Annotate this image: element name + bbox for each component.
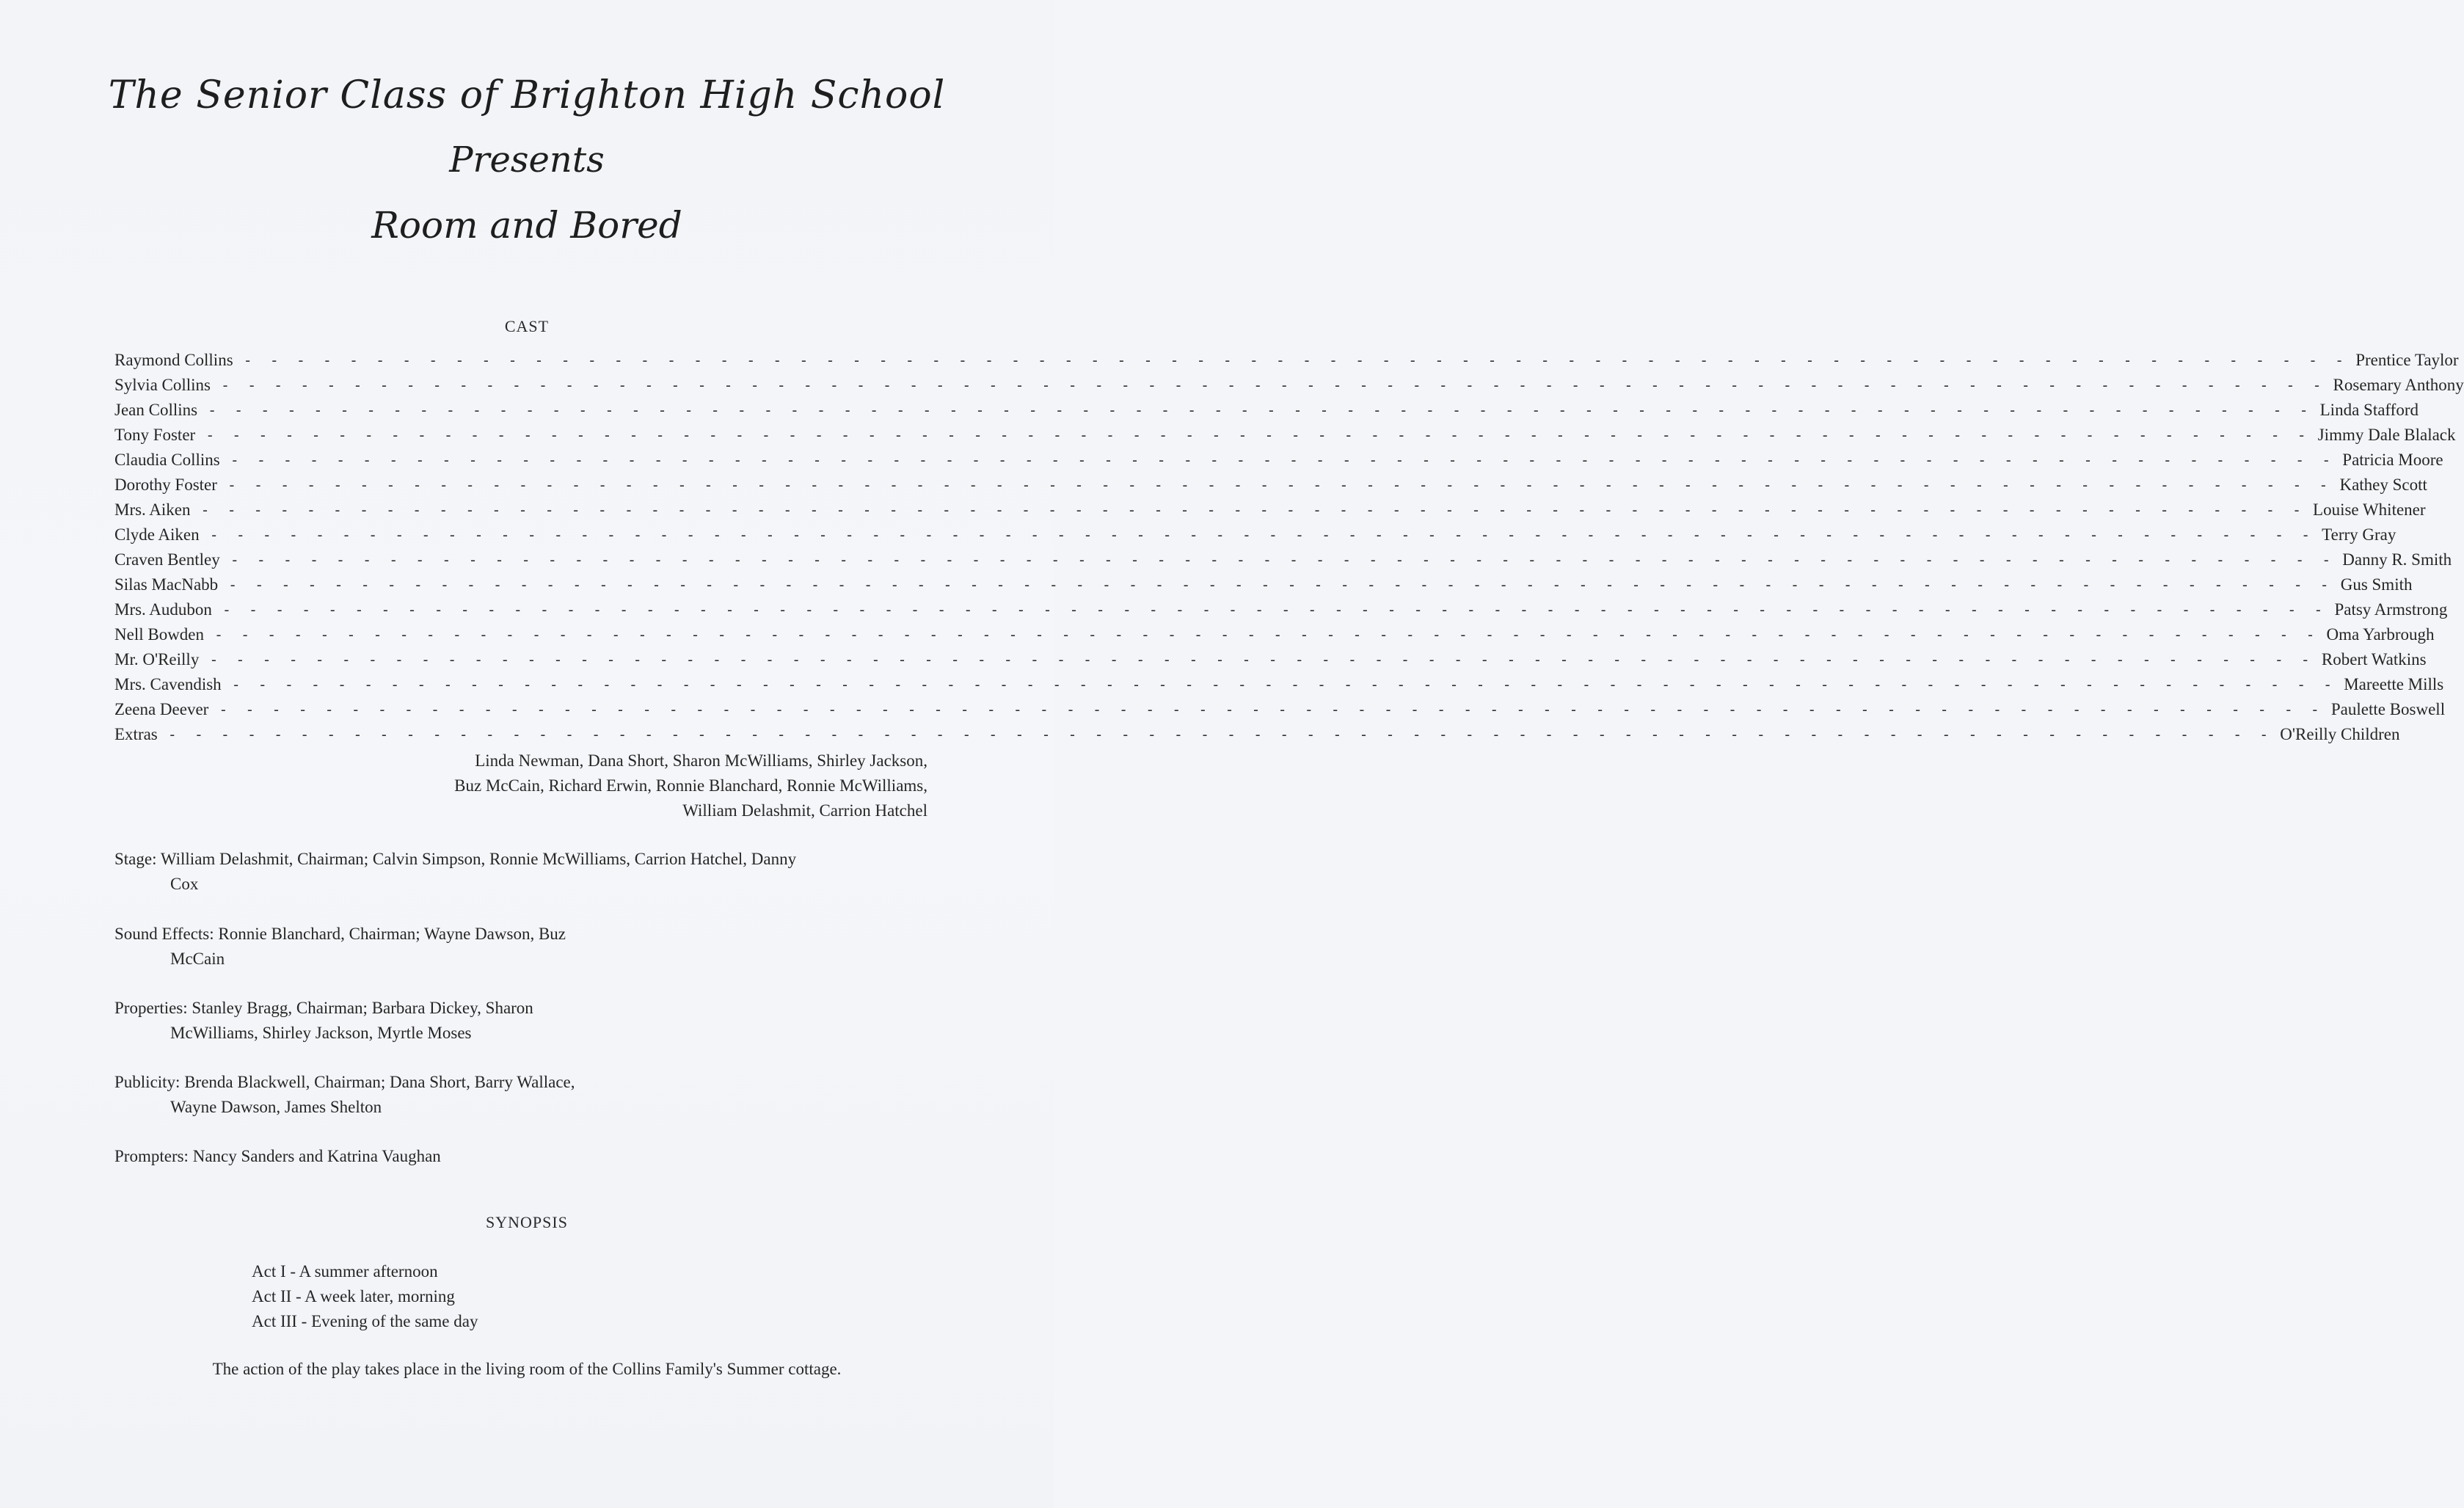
leader-dashes: - - - - - - - - - - - - - - - - - - - - - - - - - - - - - - - - - - - - - - - - - - - - - - - - - - - - - - - - - - - - - - - - - - - - - - - - - - - - - - - - <box>222 601 2328 619</box>
crew-stage <box>114 847 927 897</box>
cast-role: Craven Bentley <box>114 550 220 569</box>
setting-note: The action of the play takes place in the living room of the Collins Family's Summer cottage. <box>212 1360 842 1378</box>
crew-label: Stage: <box>114 850 157 868</box>
cast-role: Sylvia Collins <box>114 376 211 394</box>
leader-dashes: - - - - - - - - - - - - - - - - - - - - - - - - - - - - - - - - - - - - - - - - - - - - - - - - - - - - - - - - - - - - - - - - - - - - - - - - - - - - - - - - <box>209 651 2314 669</box>
crew-prompters <box>114 1144 672 1169</box>
cast-role: Jean Collins <box>114 401 198 419</box>
leader-dashes: - - - - - - - - - - - - - - - - - - - - - - - - - - - - - - - - - - - - - - - - - - - - - - - - - - - - - - - - - - - - - - - - - - - - - - - - - - - - - - - - <box>228 576 2333 594</box>
cast-actor: Gus Smith <box>2340 575 2413 594</box>
cast-heading: CAST <box>504 317 550 335</box>
leader-dashes: - - - - - - - - - - - - - - - - - - - - - - - - - - - - - - - - - - - - - - - - - - - - - - - - - - - - - - - - - - - - - - - - - - - - - - - - - - - - - - - - <box>205 426 2311 444</box>
cast-row <box>114 525 2396 550</box>
play-title: Room and Bored <box>371 204 682 247</box>
cast-role: Mrs. Aiken <box>114 500 191 519</box>
leader-dashes: - - - - - - - - - - - - - - - - - - - - - - - - - - - - - - - - - - - - - - - - - - - - - - - - - - - - - - - - - - - - - - - - - - - - - - - - - - - - - - - - <box>214 626 2319 644</box>
crew-label: Prompters: <box>114 1147 189 1165</box>
cast-actor: Patsy Armstrong <box>2334 600 2448 619</box>
cast-row <box>114 376 2464 401</box>
act-row: Act I - A summer afternoon <box>252 1262 438 1281</box>
cast-role: Raymond Collins <box>114 351 233 369</box>
cast-row <box>114 500 2426 525</box>
leader-dashes: - - - - - - - - - - - - - - - - - - - - - - - - - - - - - - - - - - - - - - - - - - - - - - - - - - - - - - - - - - - - - - - - - - - - - - - - - - - - - - - - <box>243 351 2349 369</box>
cast-role: Mrs. Cavendish <box>114 675 222 693</box>
presents-line: Presents <box>449 139 605 181</box>
extras-names <box>454 748 927 823</box>
crew-properties <box>114 996 628 1046</box>
cast-actor: Rosemary Anthony <box>2333 376 2464 394</box>
leader-dashes: - - - - - - - - - - - - - - - - - - - - - - - - - - - - - - - - - - - - - - - - - - - - - - - - - - - - - - - - - - - - - - - - - - - - - - - - - - - - - - - - <box>208 401 2313 419</box>
cast-role: Clyde Aiken <box>114 525 200 544</box>
crew-names-cont: Wayne Dawson, James Shelton <box>170 1098 382 1116</box>
crew-label: Publicity: <box>114 1073 181 1091</box>
cast-row <box>114 575 2413 600</box>
cast-actor: Danny R. Smith <box>2342 550 2452 569</box>
cast-row <box>114 700 2446 725</box>
crew-names: Nancy Sanders and Katrina Vaughan <box>192 1147 441 1165</box>
synopsis-list <box>252 1259 478 1334</box>
cast-row <box>114 426 2456 451</box>
crew-names-cont: Cox <box>170 875 199 893</box>
cast-row <box>114 725 2400 750</box>
cast-role: Zeena Deever <box>114 700 209 718</box>
cast-actor: Oma Yarbrough <box>2326 625 2435 644</box>
cast-actor: Louise Whitener <box>2313 500 2426 519</box>
cast-list <box>114 351 2464 750</box>
cast-actor: O'Reilly Children <box>2280 725 2400 743</box>
crew-names: Brenda Blackwell, Chairman; Dana Short, Barry Wallace, <box>184 1073 575 1091</box>
cast-role: Mr. O'Reilly <box>114 650 200 669</box>
cast-actor: Robert Watkins <box>2321 650 2427 669</box>
extras-line: Linda Newman, Dana Short, Sharon McWilliams, Shirley Jackson, <box>475 751 927 770</box>
extras-line: William Delashmit, Carrion Hatchel <box>682 801 927 820</box>
cast-actor: Kathey Scott <box>2339 476 2427 494</box>
program-title: The Senior Class of Brighton High School <box>108 73 946 117</box>
crew-publicity <box>114 1070 672 1120</box>
leader-dashes: - - - - - - - - - - - - - - - - - - - - - - - - - - - - - - - - - - - - - - - - - - - - - - - - - - - - - - - - - - - - - - - - - - - - - - - - - - - - - - - - <box>230 451 2336 469</box>
cast-actor: Paulette Boswell <box>2330 700 2446 718</box>
cast-actor: Mareette Mills <box>2344 675 2444 693</box>
cast-role: Dorothy Foster <box>114 476 217 494</box>
cast-actor: Linda Stafford <box>2319 401 2419 419</box>
cast-row <box>114 476 2427 500</box>
leader-dashes: - - - - - - - - - - - - - - - - - - - - - - - - - - - - - - - - - - - - - - - - - - - - - - - - - - - - - - - - - - - - - - - - - - - - - - - - - - - - - - - - <box>219 701 2324 718</box>
cast-role: Mrs. Audubon <box>114 600 212 619</box>
synopsis-heading: SYNOPSIS <box>486 1213 568 1231</box>
crew-label: Properties: <box>114 999 188 1017</box>
cast-role: Silas MacNabb <box>114 575 219 594</box>
crew-names: Ronnie Blanchard, Chairman; Wayne Dawson, Buz <box>218 925 566 943</box>
cast-row <box>114 625 2435 650</box>
cast-actor: Jimmy Dale Blalack <box>2317 426 2456 444</box>
crew-names-cont: McCain <box>170 950 225 968</box>
leader-dashes: - - - - - - - - - - - - - - - - - - - - - - - - - - - - - - - - - - - - - - - - - - - - - - - - - - - - - - - - - - - - - - - - - - - - - - - - - - - - - - - - <box>221 376 2326 394</box>
extras-line: Buz McCain, Richard Erwin, Ronnie Blanchard, Ronnie McWilliams, <box>454 776 927 795</box>
crew-names-cont: McWilliams, Shirley Jackson, Myrtle Moses <box>170 1024 472 1042</box>
cast-row <box>114 451 2443 476</box>
cast-row <box>114 675 2444 700</box>
cast-role: Tony Foster <box>114 426 196 444</box>
leader-dashes: - - - - - - - - - - - - - - - - - - - - - - - - - - - - - - - - - - - - - - - - - - - - - - - - - - - - - - - - - - - - - - - - - - - - - - - - - - - - - - - - <box>230 551 2336 569</box>
cast-role: Nell Bowden <box>114 625 205 644</box>
cast-actor: Prentice Taylor <box>2355 351 2459 369</box>
cast-row <box>114 550 2452 575</box>
cast-row <box>114 650 2427 675</box>
cast-role: Claudia Collins <box>114 451 220 469</box>
crew-label: Sound Effects: <box>114 925 214 943</box>
cast-actor: Terry Gray <box>2322 525 2396 544</box>
crew-names: William Delashmit, Chairman; Calvin Simpson, Ronnie McWilliams, Carrion Hatchel, Danny <box>160 850 797 868</box>
cast-row <box>114 600 2448 625</box>
act-row: Act III - Evening of the same day <box>252 1312 478 1330</box>
cast-row <box>114 401 2419 426</box>
crew-names: Stanley Bragg, Chairman; Barbara Dickey, Sharon <box>192 999 533 1017</box>
leader-dashes: - - - - - - - - - - - - - - - - - - - - - - - - - - - - - - - - - - - - - - - - - - - - - - - - - - - - - - - - - - - - - - - - - - - - - - - - - - - - - - - - <box>231 676 2337 693</box>
leader-dashes: - - - - - - - - - - - - - - - - - - - - - - - - - - - - - - - - - - - - - - - - - - - - - - - - - - - - - - - - - - - - - - - - - - - - - - - - - - - - - - - - <box>167 726 2273 743</box>
cast-actor: Patricia Moore <box>2342 451 2443 469</box>
cast-row <box>114 351 2459 376</box>
leader-dashes: - - - - - - - - - - - - - - - - - - - - - - - - - - - - - - - - - - - - - - - - - - - - - - - - - - - - - - - - - - - - - - - - - - - - - - - - - - - - - - - - <box>200 501 2306 519</box>
leader-dashes: - - - - - - - - - - - - - - - - - - - - - - - - - - - - - - - - - - - - - - - - - - - - - - - - - - - - - - - - - - - - - - - - - - - - - - - - - - - - - - - - <box>209 526 2315 544</box>
crew-sound-effects <box>114 922 672 972</box>
cast-role: Extras <box>114 725 158 743</box>
leader-dashes: - - - - - - - - - - - - - - - - - - - - - - - - - - - - - - - - - - - - - - - - - - - - - - - - - - - - - - - - - - - - - - - - - - - - - - - - - - - - - - - - <box>227 476 2333 494</box>
act-row: Act II - A week later, morning <box>252 1287 455 1305</box>
